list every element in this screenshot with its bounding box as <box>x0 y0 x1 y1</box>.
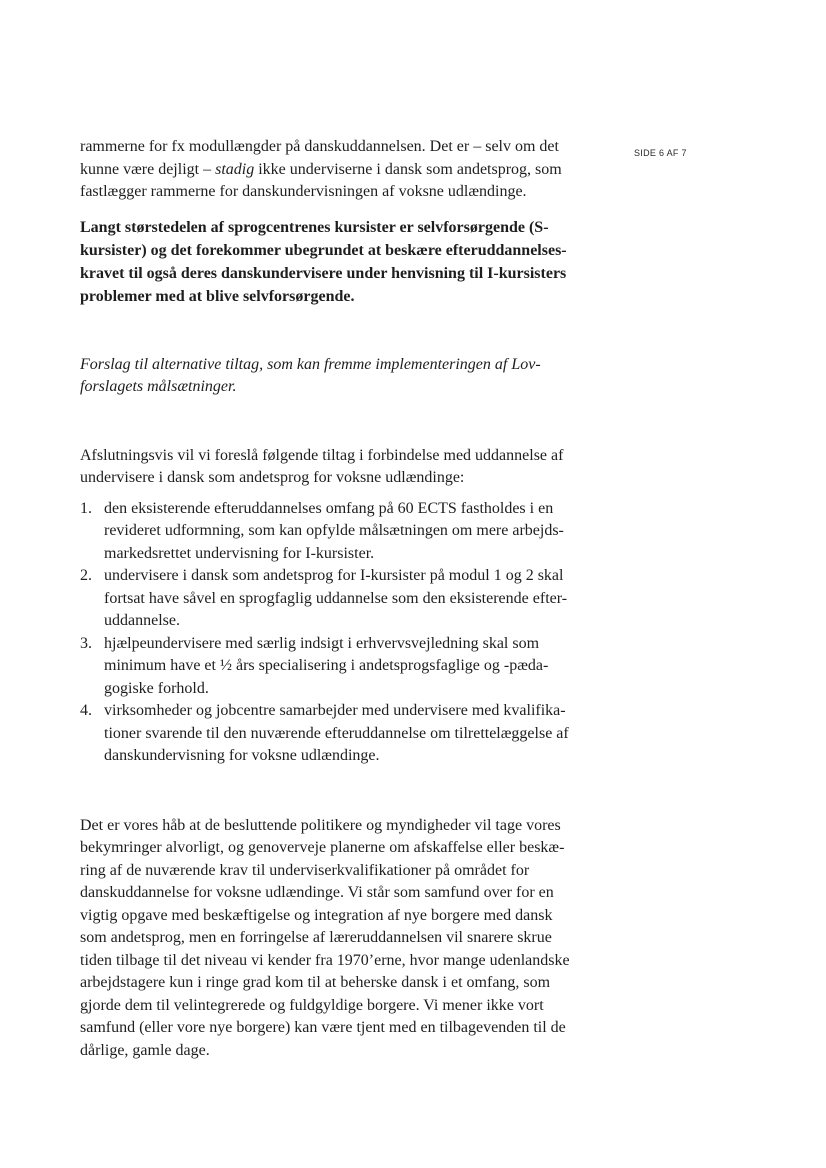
text-line: virksomheder og jobcentre samarbejder med undervisere med kvalifika- <box>104 702 566 719</box>
text-line: danskuddannelse for voksne udlændinge. Vi står som samfund over for en <box>80 884 554 901</box>
proposal-list <box>80 498 595 768</box>
text-segment: kunne være dejligt – <box>80 160 216 178</box>
text-line: gjorde dem til velintegrerede og fuldgyldige borgere. Vi mener ikke vort <box>80 996 544 1014</box>
text-line: dårlige, gamle dage. <box>80 1041 210 1059</box>
text-line: markedsrettet undervisning for I-kursister. <box>104 544 375 562</box>
closing-paragraph <box>80 815 595 1063</box>
emphasis-stadig: stadig <box>215 160 255 178</box>
proposal-item <box>80 498 595 566</box>
text-segment: ikke underviserne i dansk som andetsprog, som <box>254 160 562 178</box>
text-line: fastlægger rammerne for danskundervisningen af voksne udlændinge. <box>80 183 527 200</box>
text-line: bekymringer alvorligt, og genoverveje planerne om afskaffelse eller beskæ- <box>80 839 565 856</box>
text-line: den eksisterende efteruddannelses omfang på 60 ECTS fastholdes i en <box>104 499 554 517</box>
text-line: Det er vores håb at de besluttende politikere og myndigheder vil tage vores <box>80 816 561 834</box>
proposal-number: 2. <box>80 567 92 584</box>
text-line: Forslag til alternative tiltag, som kan fremme implementeringen af Lov- <box>80 355 541 373</box>
page-number: SIDE 6 AF 7 <box>634 148 687 158</box>
text-line: ring af de nuværende krav til underviserkvalifikationer på området for <box>80 861 530 879</box>
text-line <box>80 159 595 182</box>
text-line: kursister) og det forekommer ubegrundet at beskære efteruddannelses- <box>80 241 567 259</box>
text-line: undervisere i dansk som andetsprog for I-kursister på modul 1 og 2 skal <box>104 567 564 584</box>
text-line: fortsat have såvel en sprogfaglig uddannelse som den eksisterende efter- <box>104 589 568 607</box>
text-line: uddannelse. <box>104 612 180 629</box>
intro-paragraph <box>80 445 595 490</box>
text-line: som andetsprog, men en forringelse af læreruddannelsen vil snarere skrue <box>80 929 552 946</box>
proposal-item <box>80 633 595 701</box>
text-line: undervisere i dansk som andetsprog for voksne udlændinge: <box>80 469 465 486</box>
text-line: danskundervisning for voksne udlændinge. <box>104 747 380 764</box>
proposal-number: 3. <box>80 634 92 652</box>
text-line: problemer med at blive selvforsørgende. <box>80 287 355 305</box>
text-line: rammerne for fx modullængder på danskuddannelsen. Det er – selv om det <box>80 138 559 155</box>
text-line: tiden tilbage til det niveau vi kender fra 1970’erne, hvor mange udenlandske <box>80 951 570 969</box>
text-line: Langt størstedelen af sprogcentrenes kursister er selvforsørgende (S- <box>80 218 549 236</box>
continuation-paragraph <box>80 136 595 204</box>
text-line: minimum have et ½ års specialisering i andetsprogsfaglige og -pæda- <box>104 657 549 674</box>
proposal-number: 1. <box>80 499 92 517</box>
text-line: arbejdstagere kun i ringe grad kom til at beherske dansk i et omfang, som <box>80 974 551 991</box>
proposal-item <box>80 565 595 633</box>
section-heading <box>80 354 595 399</box>
text-line: tioner svarende til den nuværende efteruddannelse om tilrettelæggelse af <box>104 724 569 742</box>
text-line: samfund (eller vore nye borgere) kan være tjent med en tilbagevenden til de <box>80 1019 566 1036</box>
proposal-number: 4. <box>80 702 92 719</box>
text-line: hjælpeundervisere med særlig indsigt i erhvervsvejledning skal som <box>104 634 540 652</box>
text-line: kravet til også deres danskundervisere under henvisning til I-kursisters <box>80 264 567 282</box>
proposal-item <box>80 700 595 768</box>
text-line: forslagets målsætninger. <box>80 378 237 395</box>
document-body <box>80 136 595 1062</box>
text-line: Afslutningsvis vil vi foreslå følgende tiltag i forbindelse med uddannelse af <box>80 446 564 464</box>
bold-paragraph <box>80 216 595 308</box>
text-line: gogiske forhold. <box>104 679 209 697</box>
text-line: vigtig opgave med beskæftigelse og integration af nye borgere med dansk <box>80 906 553 924</box>
text-line: revideret udformning, som kan opfylde målsætningen om mere arbejds- <box>104 522 564 539</box>
